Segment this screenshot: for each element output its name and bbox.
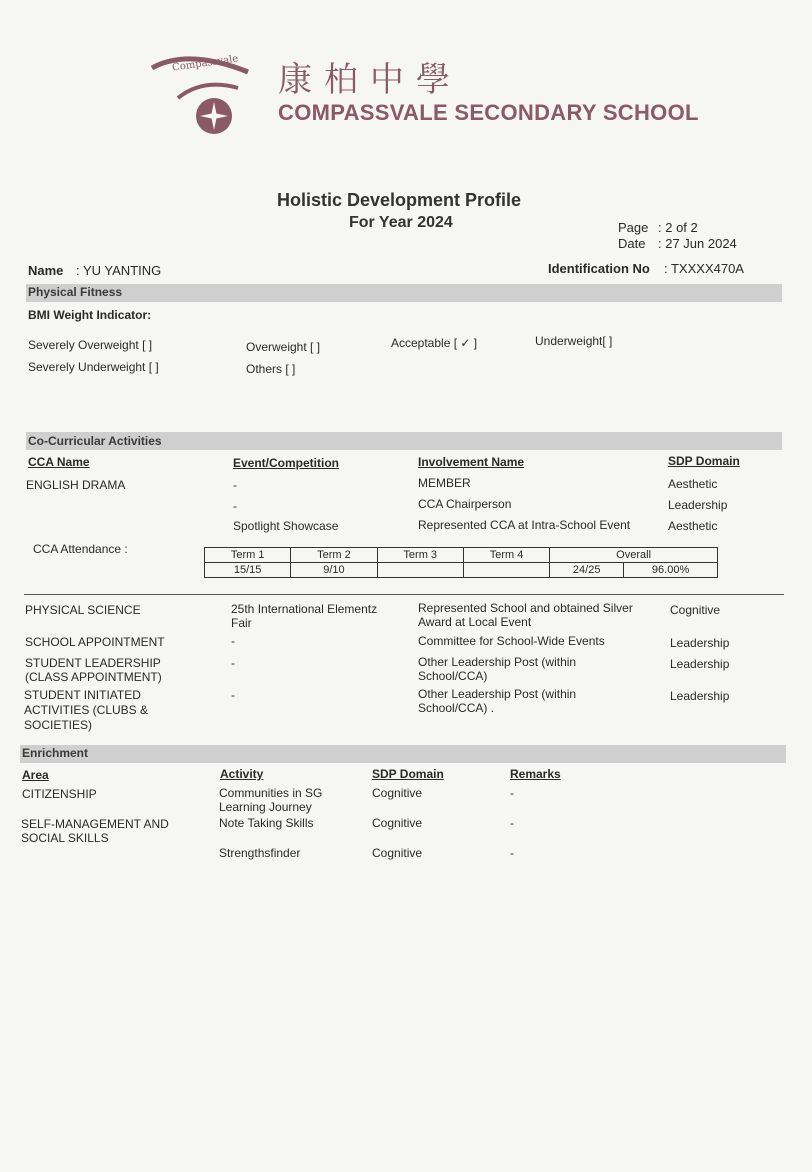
bmi-severely-overweight: Severely Overweight [ ]	[28, 338, 153, 352]
enrichment-sdp: Cognitive	[372, 846, 423, 860]
attendance-header: Term 4	[463, 548, 549, 563]
cca-sdp: Aesthetic	[668, 519, 718, 533]
enrichment-activity: Strengthsfinder	[219, 846, 301, 860]
checkbox-overweight: [ ]	[310, 340, 321, 354]
activity-area: PHYSICAL SCIENCE	[25, 603, 141, 617]
enrichment-sdp: Cognitive	[372, 816, 423, 830]
enrichment-activity: Communities in SG Learning Journey	[219, 786, 323, 814]
bmi-severely-underweight: Severely Underweight [ ]	[28, 360, 159, 374]
enrichment-area: CITIZENSHIP	[22, 787, 97, 801]
attendance-table	[204, 547, 718, 578]
enrichment-sdp: Cognitive	[372, 786, 423, 800]
cca-header-event: Event/Competition	[233, 456, 340, 470]
page-label: Page	[618, 220, 649, 235]
bmi-acceptable: Acceptable [ ✓ ]	[391, 336, 478, 350]
activity-sdp: Leadership	[670, 689, 730, 703]
activity-event: -	[231, 656, 235, 670]
cca-heading: Co-Curricular Activities	[28, 434, 162, 448]
student-name: : YU YANTING	[76, 263, 162, 278]
attendance-value-row	[205, 563, 718, 578]
activity-event: -	[231, 634, 235, 648]
enrichment-remarks: -	[510, 816, 514, 830]
bmi-others: Others [ ]	[246, 362, 296, 376]
id-value: : TXXXX470A	[664, 261, 744, 276]
attendance-header-row	[205, 548, 718, 563]
page-subtitle: For Year 2024	[349, 214, 453, 231]
checkbox-acceptable: [ ✓ ]	[453, 336, 478, 350]
bmi-underweight: Underweight[ ]	[535, 334, 613, 348]
attendance-header: Term 3	[377, 548, 463, 563]
activity-sdp: Cognitive	[670, 603, 721, 617]
cca-header-name: CCA Name	[28, 455, 90, 469]
date-value: : 27 Jun 2024	[658, 236, 737, 251]
activity-involvement: Committee for School-Wide Events	[418, 634, 605, 648]
activity-involvement: Other Leadership Post (within School/CCA)	[418, 655, 577, 683]
attendance-header: Term 2	[291, 548, 377, 563]
cca-involvement: MEMBER	[418, 476, 471, 490]
activity-area: SCHOOL APPOINTMENT	[25, 635, 165, 649]
school-chinese-name: 康柏中學	[278, 60, 462, 100]
activity-involvement: Represented School and obtained Silver Award at Local Event	[418, 601, 633, 629]
enrichment-area: SELF-MANAGEMENT AND SOCIAL SKILLS	[21, 817, 169, 845]
logo-text: Compassvale	[171, 53, 239, 74]
activity-event: 25th International Elementz Fair	[231, 602, 378, 630]
enrichment-heading: Enrichment	[22, 746, 89, 760]
enrichment-remarks: -	[510, 786, 514, 800]
bmi-label: BMI Weight Indicator:	[28, 308, 152, 322]
checkbox-underweight: [ ]	[602, 334, 613, 348]
page-title: Holistic Development Profile	[277, 190, 522, 210]
activity-sdp: Leadership	[670, 636, 730, 650]
school-logo	[148, 48, 258, 138]
enrichment-header-area: Area	[22, 768, 49, 782]
enrichment-remarks: -	[510, 846, 514, 860]
cca-sdp: Aesthetic	[668, 477, 718, 491]
cca-event: -	[233, 478, 237, 492]
cca-header-involvement: Involvement Name	[418, 455, 525, 469]
enrichment-header-sdp: SDP Domain	[372, 767, 444, 781]
checkbox-severely-underweight: [ ]	[148, 360, 159, 374]
attendance-value	[463, 563, 549, 578]
name-label: Name	[28, 263, 64, 278]
school-name: COMPASSVALE SECONDARY SCHOOL	[278, 100, 699, 125]
attendance-value: 24/25	[550, 563, 624, 578]
attendance-value: 15/15	[205, 563, 291, 578]
enrichment-header-remarks: Remarks	[510, 767, 561, 781]
cca-involvement: CCA Chairperson	[418, 497, 512, 511]
activity-area: STUDENT LEADERSHIP (CLASS APPOINTMENT)	[25, 656, 162, 684]
cca-event: -	[233, 499, 237, 513]
cca-header-sdp: SDP Domain	[668, 454, 740, 468]
activity-event: -	[231, 688, 235, 702]
attendance-header: Overall	[550, 548, 718, 563]
date-label: Date	[618, 236, 646, 251]
cca-event: Spotlight Showcase	[233, 519, 339, 533]
cca-involvement: Represented CCA at Intra-School Event	[418, 518, 631, 532]
activity-sdp: Leadership	[670, 657, 730, 671]
attendance-header: Term 1	[205, 548, 291, 563]
physical-fitness-bar	[26, 284, 782, 302]
cca-name: ENGLISH DRAMA	[26, 478, 126, 492]
activity-involvement: Other Leadership Post (within School/CCA) .	[418, 687, 577, 715]
page-value: : 2 of 2	[658, 220, 698, 235]
activity-area: STUDENT INITIATED ACTIVITIES (CLUBS & SOCIETIES)	[24, 688, 149, 732]
checkbox-others: [ ]	[285, 362, 296, 376]
cca-attendance-label: CCA Attendance :	[33, 542, 128, 556]
enrichment-activity: Note Taking Skills	[219, 816, 314, 830]
physical-fitness-heading: Physical Fitness	[28, 285, 123, 299]
bmi-overweight: Overweight [ ]	[246, 340, 321, 354]
id-label: Identification No	[548, 261, 650, 276]
enrichment-bar	[20, 745, 786, 763]
enrichment-header-activity: Activity	[220, 767, 264, 781]
cca-sdp: Leadership	[668, 498, 728, 512]
attendance-value: 96.00%	[624, 563, 718, 578]
attendance-value	[377, 563, 463, 578]
attendance-value: 9/10	[291, 563, 377, 578]
section-divider	[24, 594, 784, 595]
checkbox-severely-overweight: [ ]	[142, 338, 153, 352]
